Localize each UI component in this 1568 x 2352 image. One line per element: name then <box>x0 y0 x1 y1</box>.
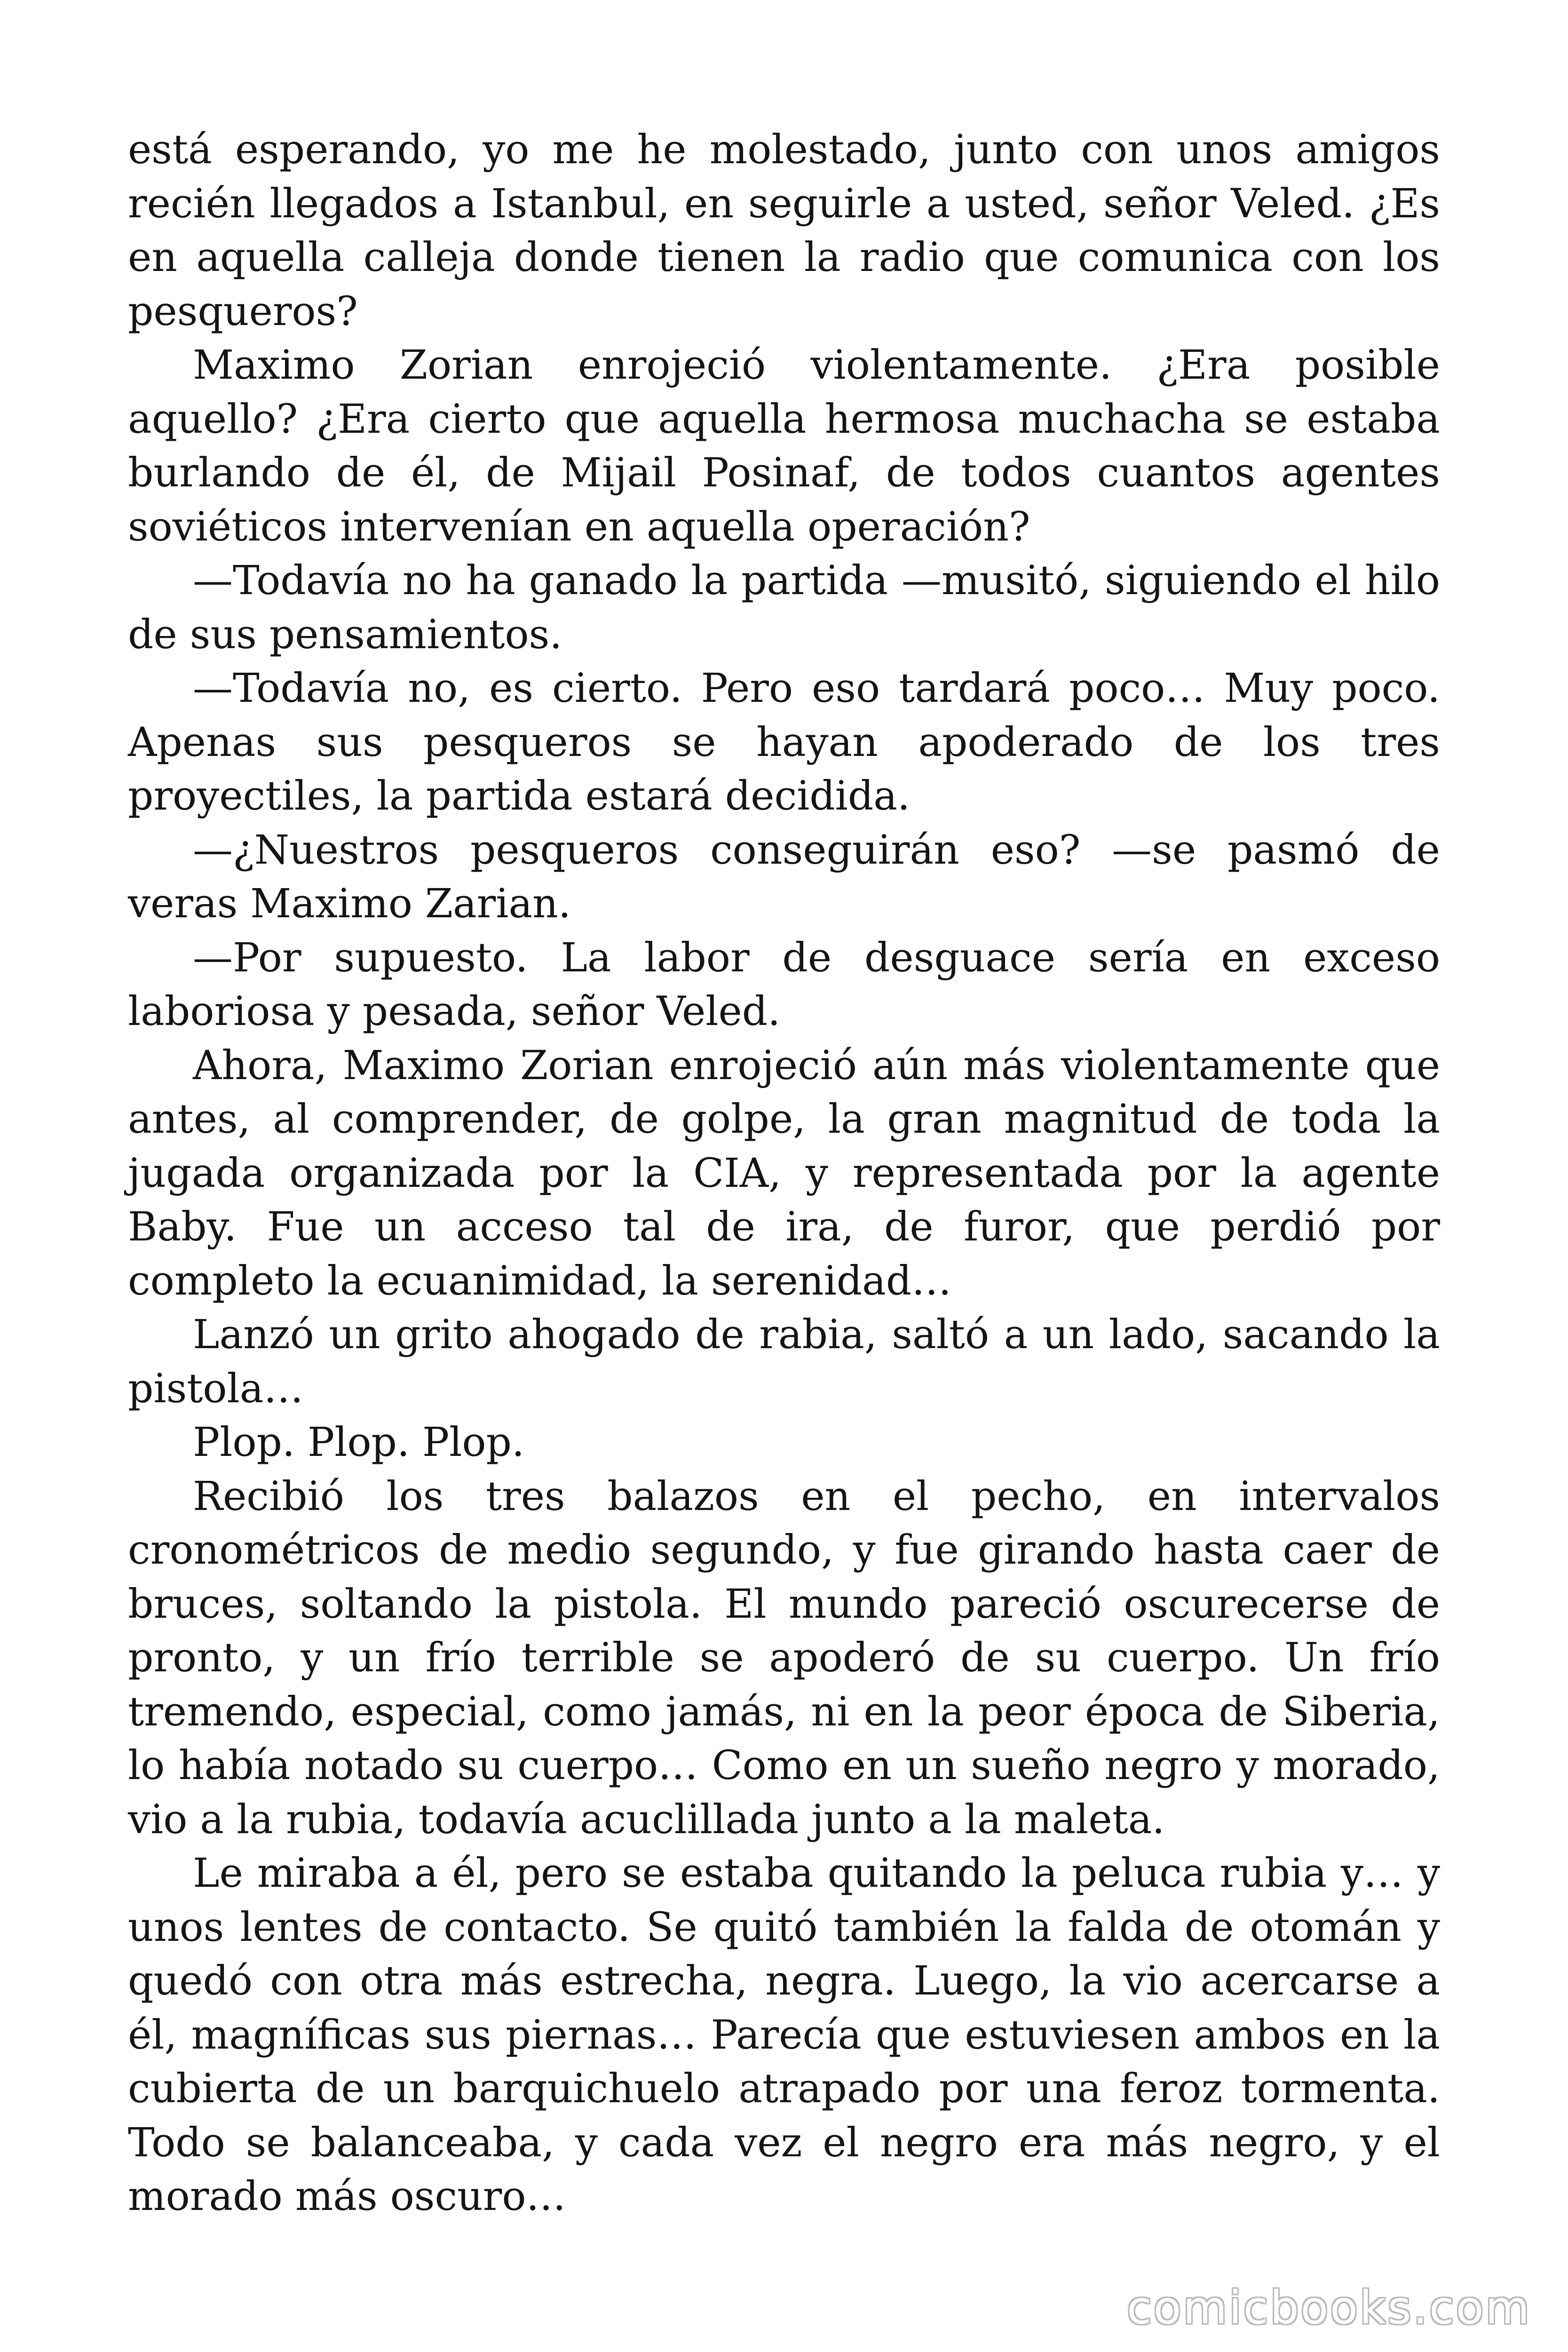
paragraph-8: Lanzó un grito ahogado de rabia, saltó a un lado, sacando la pistola… <box>128 1311 1440 1412</box>
paragraph-1: está esperando, yo me he molestado, junto con unos amigos recién llegados a Istanbul, en seguirle a usted, señor Veled. ¿Es en aquella calleja donde tienen la radio que comunica con los pesqueros? <box>128 127 1440 335</box>
paragraph-10: Recibió los tres balazos en el pecho, en intervalos cronométricos de medio segundo, y fue girando hasta caer de bruces, soltando la pistola. El mundo pareció oscurecerse de pronto, y un frío terrible se apoderó de su cuerpo. Un frío tremendo, especial, como jamás, ni en la peor época de Siberia, lo había notado su cuerpo… Como en un sueño negro y morado, vio a la rubia, todavía acuclillada junto a la maleta. <box>128 1473 1440 1843</box>
watermark: comicbooks.com <box>1126 2281 1531 2334</box>
paragraph-3: —Todavía no ha ganado la partida —musitó, siguiendo el hilo de sus pensamientos. <box>128 557 1440 658</box>
paragraph-2: Maximo Zorian enrojeció violentamente. ¿Era posible aquello? ¿Era cierto que aquella hermosa muchacha se estaba burlando de él, de Mijail Posinaf, de todos cuantos agentes soviéticos intervenían en aquella operación? <box>128 342 1440 550</box>
paragraph-4: —Todavía no, es cierto. Pero eso tardará poco… Muy poco. Apenas sus pesqueros se hayan apoderado de los tres proyectiles, la partida estará decidida. <box>128 665 1440 819</box>
paragraph-7: Ahora, Maximo Zorian enrojeció aún más violentamente que antes, al comprender, de golpe, la gran magnitud de toda la jugada organizada por la CIA, y representada por la agente Baby. Fue un acceso tal de ira, de furor, que perdió por completo la ecuanimidad, la serenidad… <box>128 1042 1440 1304</box>
paragraph-6: —Por supuesto. La labor de desguace sería en exceso laboriosa y pesada, señor Veled. <box>128 934 1440 1035</box>
paragraph-11: Le miraba a él, pero se estaba quitando la peluca rubia y… y unos lentes de contacto. Se quitó también la falda de otomán y quedó con otra más estrecha, negra. Luego, la vio acercarse a él, magníficas sus piernas… Parecía que estuviesen ambos en la cubierta de un barquichuelo atrapado por una feroz tormenta. Todo se balanceaba, y cada vez el negro era más negro, y el morado más oscuro… <box>128 1850 1440 2220</box>
paragraph-5: —¿Nuestros pesqueros conseguirán eso? —se pasmó de veras Maximo Zarian. <box>128 826 1440 927</box>
paragraph-9: Plop. Plop. Plop. <box>193 1419 524 1466</box>
page-body <box>128 123 1440 2224</box>
